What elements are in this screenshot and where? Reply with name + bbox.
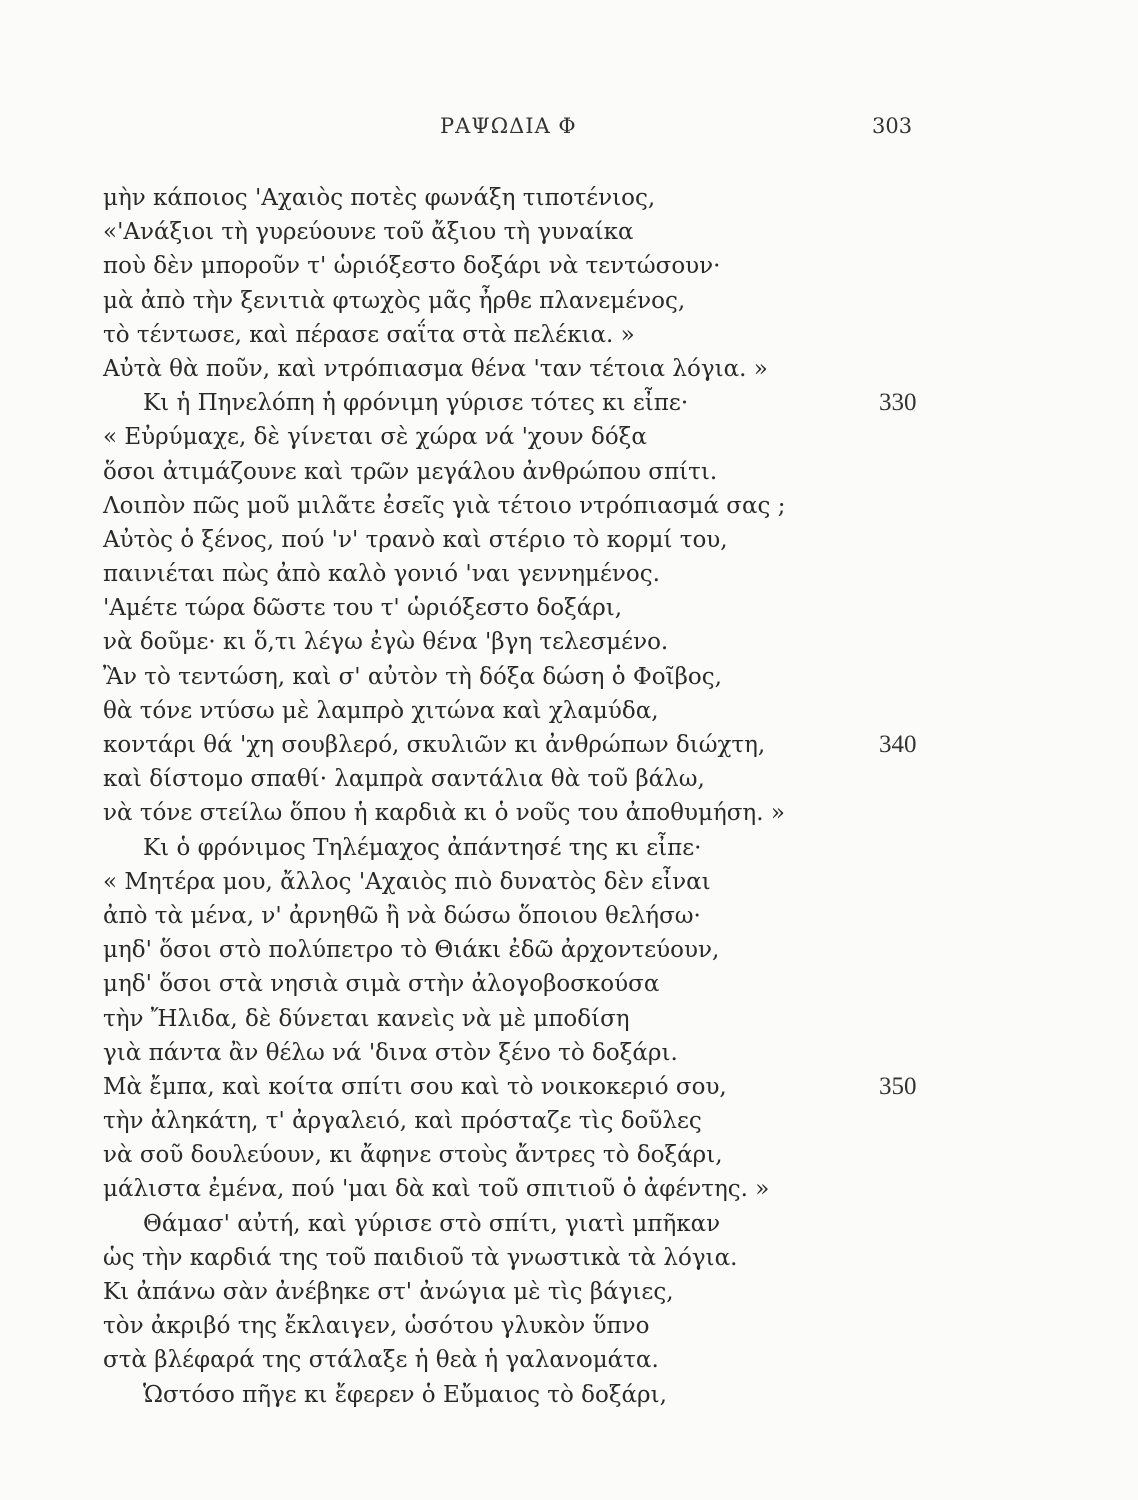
verse-line: [103, 1275, 933, 1309]
verse-line: [103, 591, 933, 625]
verse-line: [103, 694, 933, 728]
verse-text: τὸν ἀκριβό της ἔκλαιγεν, ὡσότου γλυκὸν ὕπνο: [103, 1313, 650, 1340]
verse-text: 'Αμέτε τώρα δῶστε του τ' ὡριόξεστο δοξάρι,: [103, 595, 623, 622]
verse-text: Ὡστόσο πῆγε κι ἔφερεν ὁ Εὔμαιος τὸ δοξάρι,: [143, 1381, 667, 1408]
verse-line: [103, 420, 933, 454]
verse-text: νὰ σοῦ δουλεύουν, κι ἄφηνε στοὺς ἄντρες τὸ δοξάρι,: [103, 1142, 723, 1169]
verse-text: μηδ' ὅσοι στὰ νησιὰ σιμὰ στὴν ἀλογοβοσκούσα: [103, 971, 660, 998]
verse-line: [103, 1378, 933, 1412]
verse-text: τὴν ἀληκάτη, τ' ἀργαλειό, καὶ πρόσταζε τὶς δοῦλες: [103, 1108, 702, 1135]
verse-text: ὡς τὴν καρδιά της τοῦ παιδιοῦ τὰ γνωστικὰ τὰ λόγια.: [103, 1244, 738, 1271]
verse-text: « Εὐρύμαχε, δὲ γίνεται σὲ χώρα νά 'χουν δόξα: [103, 424, 647, 451]
verse-line: [103, 933, 933, 967]
verse-line: [103, 455, 933, 489]
verse-line: [103, 660, 933, 694]
running-header-title: ΡΑΨΩΔΙΑ Φ: [440, 114, 577, 138]
verse-text: Κι ὁ φρόνιμος Τηλέμαχος ἀπάντησέ της κι εἶπε·: [143, 834, 702, 861]
line-number: 350: [879, 1072, 917, 1100]
poem-text: [103, 181, 933, 1412]
verse-text: Μὰ ἔμπα, καὶ κοίτα σπίτι σου καὶ τὸ νοικοκεριό σου,: [103, 1073, 727, 1100]
verse-text: μὰ ἀπὸ τὴν ξενιτιὰ φτωχὸς μᾶς ἦρθε πλανεμένος,: [103, 287, 686, 314]
verse-text: ποὺ δὲν μποροῦν τ' ὡριόξεστο δοξάρι νὰ τεντώσουν·: [103, 253, 721, 280]
verse-line: [103, 831, 933, 865]
verse-line: [103, 489, 933, 523]
verse-line: [103, 523, 933, 557]
verse-line: [103, 249, 933, 283]
verse-line: [103, 386, 933, 420]
verse-text: μὴν κάποιος 'Αχαιὸς ποτὲς φωνάξη τιποτένιος,: [103, 185, 656, 211]
verse-line: [103, 1207, 933, 1241]
verse-text: Αὐτὸς ὁ ξένος, πού 'ν' τρανὸ καὶ στέριο τὸ κορμί του,: [103, 526, 728, 553]
verse-line: [103, 728, 933, 762]
verse-text: Κι ἡ Πηνελόπη ἡ φρόνιμη γύρισε τότες κι εἶπε·: [143, 390, 689, 417]
verse-line: [103, 1036, 933, 1070]
verse-line: [103, 1309, 933, 1343]
verse-line: [103, 181, 933, 215]
verse-line: [103, 1172, 933, 1206]
verse-line: [103, 796, 933, 830]
verse-text: νὰ δοῦμε· κι ὅ,τι λέγω ἐγὼ θένα 'βγη τελεσμένο.: [103, 629, 669, 656]
page-number: 303: [872, 114, 913, 138]
verse-line: [103, 1241, 933, 1275]
verse-line: [103, 215, 933, 249]
verse-line: [103, 1138, 933, 1172]
verse-line: [103, 1104, 933, 1138]
verse-text: « Μητέρα μου, ἄλλος 'Αχαιὸς πιὸ δυνατὸς δὲν εἶναι: [103, 868, 711, 895]
verse-line: [103, 899, 933, 933]
verse-text: γιὰ πάντα ἂν θέλω νά 'δινα στὸν ξένο τὸ δοξάρι.: [103, 1039, 678, 1066]
verse-text: ἀπὸ τὰ μένα, ν' ἀρνηθῶ ἢ νὰ δώσω ὅποιου θελήσω·: [103, 902, 701, 929]
verse-line: [103, 1343, 933, 1377]
verse-text: Αὐτὰ θὰ ποῦν, καὶ ντρόπιασμα θένα 'ταν τέτοια λόγια. »: [103, 355, 768, 382]
verse-text: ὅσοι ἀτιμάζουνε καὶ τρῶν μεγάλου ἀνθρώπου σπίτι.: [103, 458, 718, 485]
verse-text: τὸ τέντωσε, καὶ πέρασε σαΐτα στὰ πελέκια. »: [103, 321, 635, 348]
verse-text: καὶ δίστομο σπαθί· λαμπρὰ σαντάλια θὰ τοῦ βάλω,: [103, 766, 705, 793]
verse-text: θὰ τόνε ντύσω μὲ λαμπρὸ χιτώνα καὶ χλαμύδα,: [103, 697, 659, 724]
verse-line: [103, 762, 933, 796]
verse-line: [103, 1002, 933, 1036]
verse-text: Θάμασ' αὐτή, καὶ γύρισε στὸ σπίτι, γιατὶ μπῆκαν: [143, 1210, 721, 1237]
verse-line: [103, 967, 933, 1001]
verse-line: [103, 865, 933, 899]
verse-text: στὰ βλέφαρά της στάλαξε ἡ θεὰ ἡ γαλανομάτα.: [103, 1347, 659, 1374]
line-number: 330: [879, 389, 917, 417]
verse-text: κοντάρι θά 'χη σουβλερό, σκυλιῶν κι ἀνθρώπων διώχτη,: [103, 732, 766, 758]
verse-text: Κι ἀπάνω σὰν ἀνέβηκε στ' ἀνώγια μὲ τὶς βάγιες,: [103, 1279, 674, 1305]
verse-text: νὰ τόνε στείλω ὅπου ἡ καρδιὰ κι ὁ νοῦς του ἀποθυμήση. »: [103, 800, 785, 827]
verse-line: [103, 318, 933, 352]
verse-text: τὴν Ἤλιδα, δὲ δύνεται κανεὶς νὰ μὲ μποδίση: [103, 1005, 630, 1032]
verse-line: [103, 1070, 933, 1104]
verse-line: [103, 284, 933, 318]
verse-text: παινιέται πὼς ἀπὸ καλὸ γονιό 'ναι γεννημένος.: [103, 561, 660, 588]
verse-line: [103, 625, 933, 659]
verse-line: [103, 557, 933, 591]
verse-text: Ἂν τὸ τεντώση, καὶ σ' αὐτὸν τὴ δόξα δώση ὁ Φοῖβος,: [103, 663, 722, 690]
line-number: 340: [879, 731, 917, 758]
verse-text: μάλιστα ἐμένα, πού 'μαι δὰ καὶ τοῦ σπιτιοῦ ὁ ἀφέντης. »: [103, 1176, 770, 1203]
verse-text: μηδ' ὅσοι στὸ πολύπετρο τὸ Θιάκι ἐδῶ ἀρχοντεύουν,: [103, 937, 720, 964]
verse-text: «'Ανάξιοι τὴ γυρεύουνε τοῦ ἄξιου τὴ γυναίκα: [103, 219, 634, 246]
verse-text: Λοιπὸν πῶς μοῦ μιλᾶτε ἐσεῖς γιὰ τέτοιο ντρόπιασμά σας ;: [103, 492, 786, 519]
verse-line: [103, 352, 933, 386]
